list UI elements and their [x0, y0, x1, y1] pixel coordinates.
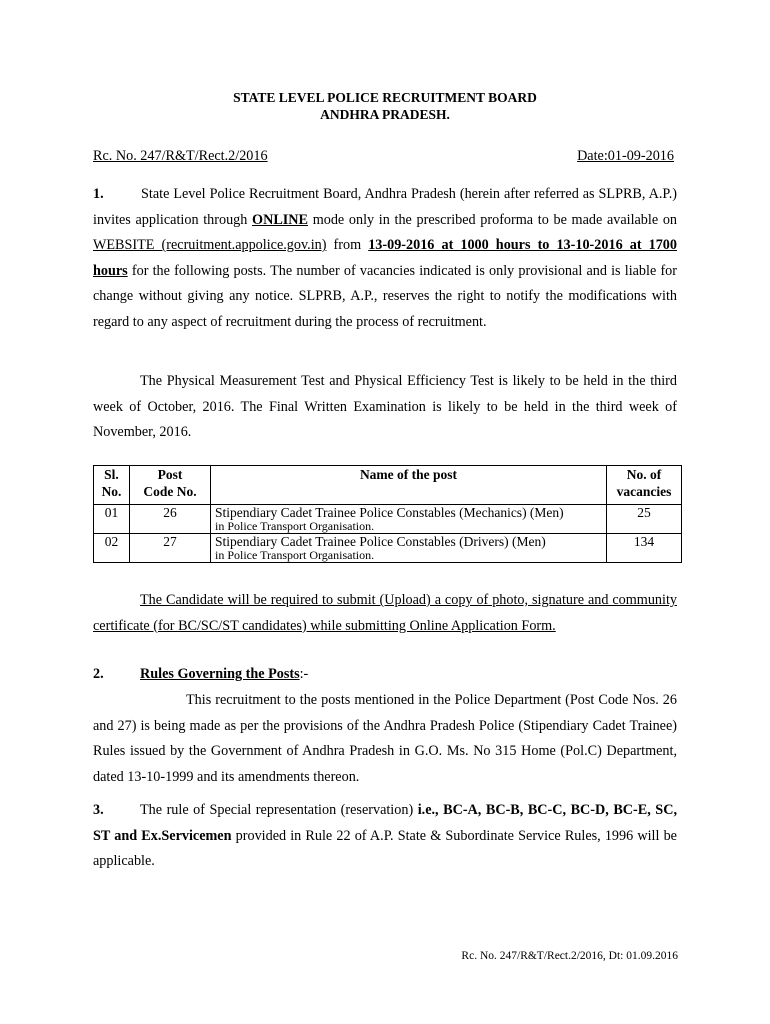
reference-date: Date:01-09-2016: [577, 148, 674, 164]
table-header-row: [94, 466, 682, 505]
table-row: [94, 505, 682, 534]
table-row: [94, 534, 682, 563]
application-window: 13-09-2016 at 1000 hours to 13-10-2016 at 1700 hours: [93, 237, 677, 279]
row-post-name: Stipendiary Cadet Trainee Police Constables (Mechanics) (Men) in Police Transport Organisation.: [211, 505, 607, 534]
col-sl-no: Sl. No.: [94, 466, 130, 505]
col-vacancies: No. of vacancies: [607, 466, 682, 505]
section-2-body: This recruitment to the posts mentioned in the Police Department (Post Code Nos. 26 and 27) is being made as per the provisions of the Andhra Pradesh Police (Stipendiary Cadet Trainee) Rules issued by the Government of Andhra Pradesh in G.O. Ms. No 315 Home (Pol.C) Department, dated 13-10-1999 and its amendments thereon.: [93, 692, 677, 785]
row-post-name: Stipendiary Cadet Trainee Police Constables (Drivers) (Men) in Police Transport Organisation.: [211, 534, 607, 563]
row-vacancies: 25: [607, 505, 682, 534]
col-post-code: Post Code No.: [130, 466, 211, 505]
section-1-number: 1.: [93, 186, 104, 202]
board-title: STATE LEVEL POLICE RECRUITMENT BOARD: [233, 90, 537, 105]
section-3-number: 3.: [93, 802, 104, 818]
col-post-name: Name of the post: [211, 466, 607, 505]
reservation-categories: i.e., BC-A, BC-B, BC-C, BC-D, BC-E, SC, ST and Ex.Servicemen: [93, 802, 677, 844]
online-emphasis: ONLINE: [252, 211, 309, 228]
reference-number: Rc. No. 247/R&T/Rect.2/2016: [93, 148, 268, 164]
state-title: ANDHRA PRADESH.: [320, 107, 450, 122]
upload-requirement-note: The Candidate will be required to submit (Upload) a copy of photo, signature and community certificate (for BC/SC/ST candidates) while submitting Online Application Form.: [93, 592, 677, 634]
page-footer: Rc. No. 247/R&T/Rect.2/2016, Dt: 01.09.2016: [461, 950, 678, 962]
row-code: 27: [130, 534, 211, 563]
section-1-paragraph: 1. State Level Police Recruitment Board, Andhra Pradesh (herein after referred as SLPRB, A.P.) invites application through ONLINE mode only in the prescribed proforma to be made available on WEBSITE (recruitment.appolice.gov.in) from 13-09-2016 at 1000 hours to 13-10-2016 at 1700 hours for the following posts. The number of vacancies indicated is only provisional and is liable for change without giving any notice. SLPRB, A.P., reserves the right to notify the modifications with regard to any aspect of recruitment during the process of recruitment.: [93, 182, 677, 335]
row-sl: 01: [94, 505, 130, 534]
website-reference: WEBSITE (recruitment.appolice.gov.in): [93, 237, 327, 253]
exam-schedule-paragraph: The Physical Measurement Test and Physical Efficiency Test is likely to be held in the third week of October, 2016. The Final Written Examination is likely to be held in the third week of November, 2016.: [93, 373, 677, 440]
row-vacancies: 134: [607, 534, 682, 563]
section-2-number: 2.: [93, 666, 104, 682]
row-sl: 02: [94, 534, 130, 563]
section-3-paragraph: 3. The rule of Special representation (reservation) i.e., BC-A, BC-B, BC-C, BC-D, BC-E, SC, ST and Ex.Servicemen provided in Rule 22 of A.P. State & Subordinate Service Rules, 1996 will be applicable.: [93, 798, 677, 875]
posts-table: [93, 465, 682, 563]
section-2-heading: 2. Rules Governing the Posts:-: [93, 662, 677, 688]
row-code: 26: [130, 505, 211, 534]
